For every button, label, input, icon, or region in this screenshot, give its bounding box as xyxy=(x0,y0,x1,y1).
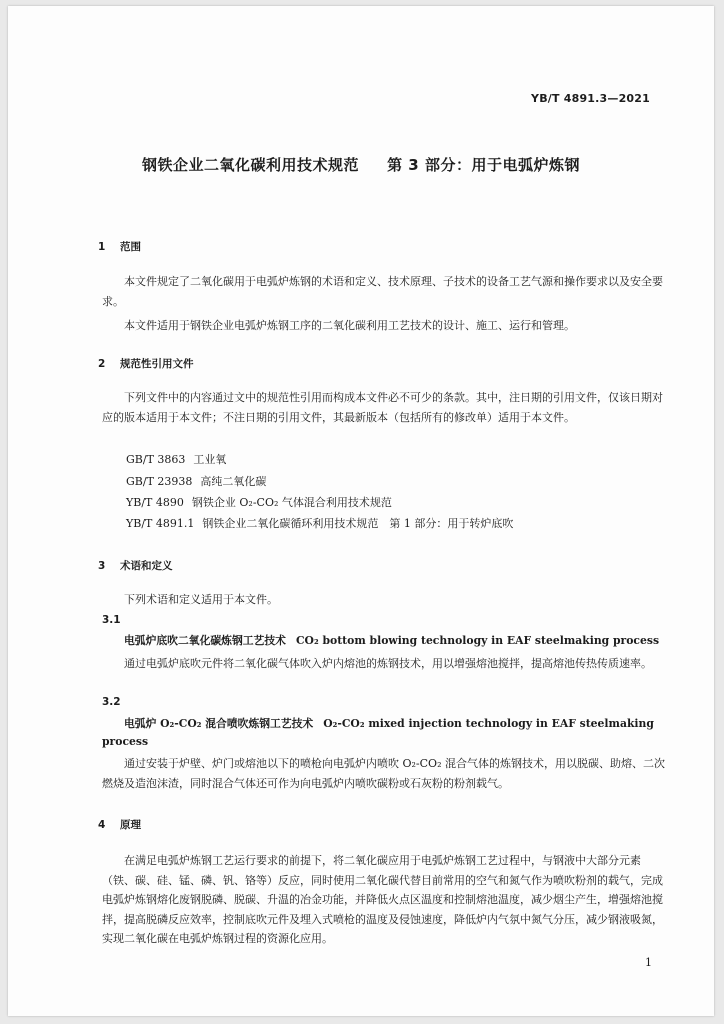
page-number: 1 xyxy=(645,956,652,969)
section-number: 2 xyxy=(98,358,106,370)
section-number: 1 xyxy=(98,241,106,253)
section-2-heading xyxy=(98,356,194,371)
paragraph-text: 本文件适用于钢铁企业电弧炉炼钢工序的二氧化碳利用工艺技术的设计、施工、运行和管理。 xyxy=(124,319,575,332)
section-title: 原理 xyxy=(120,819,141,831)
section-4-heading xyxy=(98,817,141,832)
paragraph-text: 下列文件中的内容通过文中的规范性引用而构成本文件必不可少的条款。其中，注日期的引用文件，仅该日期对应的版本适用于本文件；不注日期的引用文件，其最新版本（包括所有的修改单）适用于本文件。 xyxy=(102,391,663,424)
section-number: 3 xyxy=(98,560,106,572)
reference-item xyxy=(126,517,513,531)
reference-item xyxy=(126,496,392,510)
term-en: CO₂ bottom blowing technology in EAF steelmaking process xyxy=(295,634,660,647)
document-page xyxy=(8,6,714,1016)
reference-code: GB/T 3863 xyxy=(126,453,186,466)
definition-text: 通过电弧炉底吹元件将二氧化碳气体吹入炉内熔池的炼钢技术，用以增强熔池搅拌，提高熔池传热传质速率。 xyxy=(124,657,652,670)
term-3-1-number: 3.1 xyxy=(102,614,121,626)
reference-code: YB/T 4891.1 xyxy=(126,517,195,530)
reference-title: 工业氧 xyxy=(193,453,227,466)
definition-text: 通过安装于炉壁、炉门或熔池以下的喷枪向电弧炉内喷吹 O₂-CO₂ 混合气体的炼钢技术，用以脱碳、助熔、二次燃烧及造泡沫渣，同时混合气体还可作为向电弧炉内喷吹碳粉或石灰粉的粉剂载气。 xyxy=(102,757,665,790)
paragraph-text: 下列术语和定义适用于本文件。 xyxy=(124,593,278,606)
term-3-2-number: 3.2 xyxy=(102,696,121,708)
paragraph-text: 本文件规定了二氧化碳用于电弧炉炼钢的术语和定义、技术原理、子技术的设备工艺气源和操作要求以及安全要求。 xyxy=(102,275,663,308)
section-3-intro xyxy=(102,590,670,610)
term-en: O₂-CO₂ mixed injection technology in EAF steelmaking process xyxy=(102,717,654,748)
term-cn: 电弧炉底吹二氧化碳炼钢工艺技术 xyxy=(124,634,286,647)
section-title: 规范性引用文件 xyxy=(120,358,194,370)
reference-title: 钢铁企业 O₂-CO₂ 气体混合利用技术规范 xyxy=(191,496,392,509)
section-1-heading xyxy=(98,239,141,254)
reference-title: 高纯二氧化碳 xyxy=(200,475,267,488)
section-number: 4 xyxy=(98,819,106,831)
section-2-paragraph xyxy=(102,388,670,427)
term-3-2-title xyxy=(102,715,670,751)
reference-code: GB/T 23938 xyxy=(126,475,193,488)
reference-item xyxy=(126,475,266,489)
section-4-paragraph xyxy=(102,851,670,949)
reference-item xyxy=(126,453,226,467)
term-3-1-definition xyxy=(102,654,670,674)
section-title: 范围 xyxy=(120,241,141,253)
reference-code: YB/T 4890 xyxy=(126,496,184,509)
document-code: YB/T 4891.3—2021 xyxy=(531,92,650,105)
title-part: 第 3 部分：用于电弧炉炼钢 xyxy=(387,156,580,174)
section-1-paragraph-2 xyxy=(102,316,670,336)
reference-title: 钢铁企业二氧化碳循环利用技术规范 第 1 部分：用于转炉底吹 xyxy=(202,517,514,530)
term-3-2-definition xyxy=(102,754,670,793)
section-3-heading xyxy=(98,558,173,573)
section-1-paragraph-1 xyxy=(102,272,670,311)
term-3-1-title xyxy=(102,632,670,650)
term-cn: 电弧炉 O₂-CO₂ 混合喷吹炼钢工艺技术 xyxy=(124,717,314,730)
paragraph-text: 在满足电弧炉炼钢工艺运行要求的前提下，将二氧化碳应用于电弧炉炼钢工艺过程中，与钢液中大部分元素（铁、碳、硅、锰、磷、钒、铬等）反应，同时使用二氧化碳代替目前常用的空气和氮气作为喷吹粉剂的载气，完成电弧炉炼钢熔化废钢脱磷、脱碳、升温的冶金功能，并降低火点区温度和控制熔池温度，减少烟尘产生，增强熔池搅拌，提高脱磷反应效率，控制底吹元件及埋入式喷枪的温度及侵蚀速度，降低炉内气氛中氮气分压，减少钢液吸氮，实现二氧化碳在电弧炉炼钢过程的资源化应用。 xyxy=(102,854,663,945)
section-title: 术语和定义 xyxy=(120,560,173,572)
title-main: 钢铁企业二氧化碳利用技术规范 xyxy=(142,156,360,174)
page-title xyxy=(8,154,714,175)
